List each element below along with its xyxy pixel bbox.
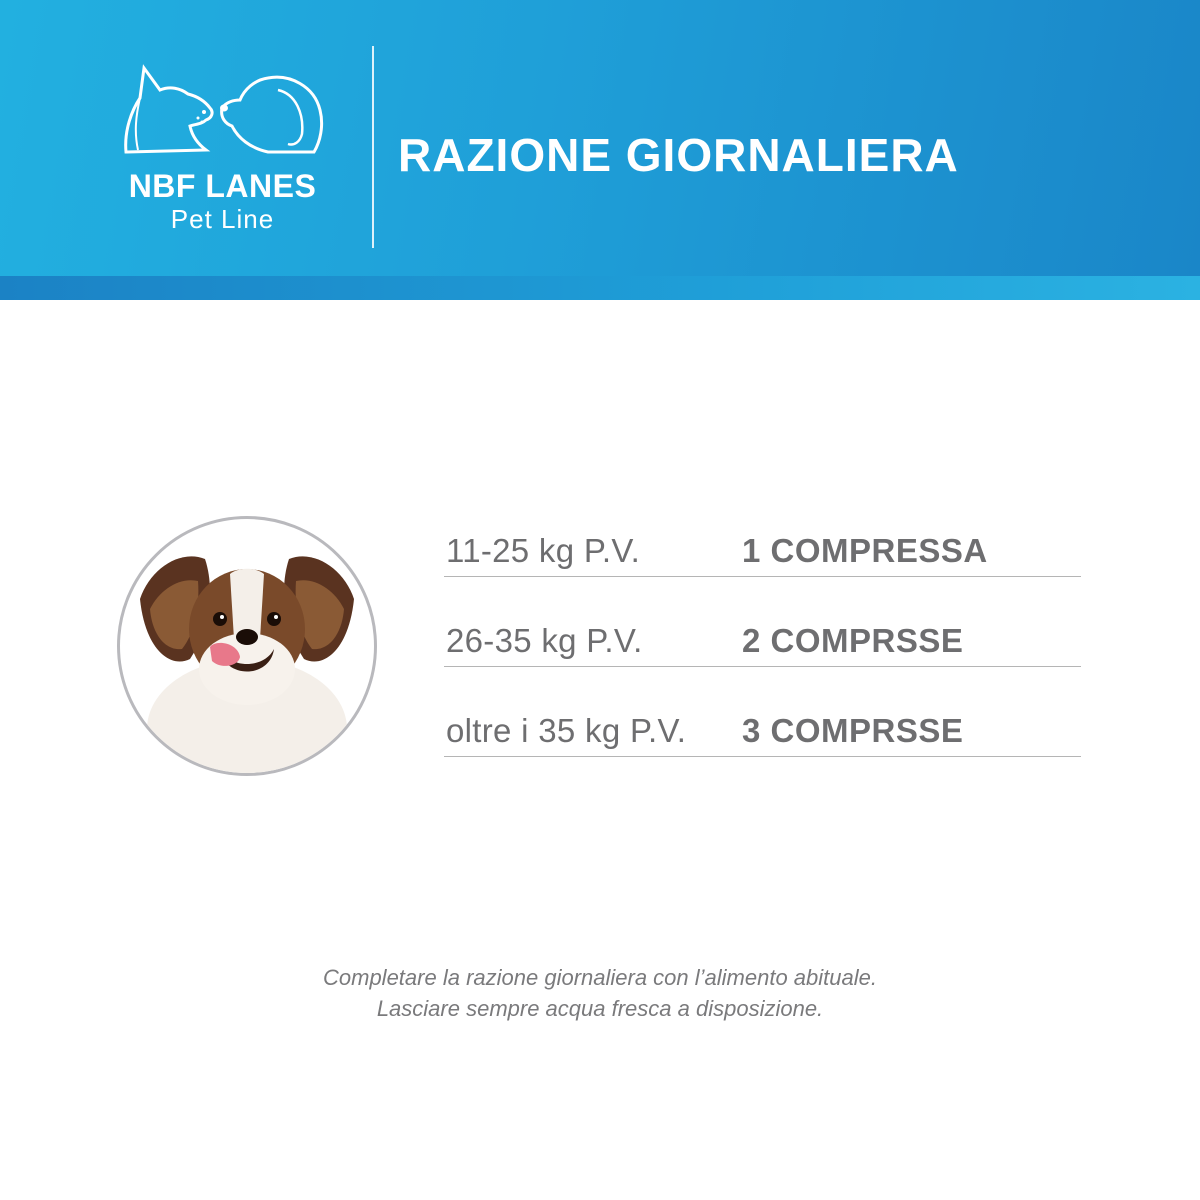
row-divider: [444, 576, 1081, 577]
note-line-1: Completare la razione giornaliera con l’alimento abituale.: [323, 965, 877, 990]
weight-range: 11-25 kg P.V.: [446, 532, 641, 569]
cat-dog-logo-icon: [118, 60, 328, 160]
brand-subtitle: Pet Line: [170, 204, 275, 234]
note-line-2: Lasciare sempre acqua fresca a disposizione.: [376, 996, 824, 1021]
dosage-row: [444, 610, 1081, 700]
dose-amount: 3 COMPRSSE: [742, 712, 964, 749]
row-divider: [444, 756, 1081, 757]
brand-logo: [110, 60, 340, 240]
dosage-row: [444, 700, 1081, 790]
dog-photo: [120, 519, 374, 773]
dosage-table: [444, 520, 1081, 790]
header-banner: [0, 0, 1200, 300]
brand-name: NBF LANES: [128, 168, 317, 204]
header-divider: [372, 46, 374, 248]
usage-notes: [0, 962, 1200, 1024]
dosage-row: [444, 520, 1081, 610]
dog-photo-frame: [117, 516, 377, 776]
page-title: RAZIONE GIORNALIERA: [398, 129, 959, 181]
row-divider: [444, 666, 1081, 667]
dose-amount: 1 COMPRESSA: [742, 532, 988, 569]
weight-range: oltre i 35 kg P.V.: [446, 712, 687, 749]
dose-amount: 2 COMPRSSE: [742, 622, 964, 659]
weight-range: 26-35 kg P.V.: [446, 622, 643, 659]
header-stripe: [0, 276, 1200, 300]
